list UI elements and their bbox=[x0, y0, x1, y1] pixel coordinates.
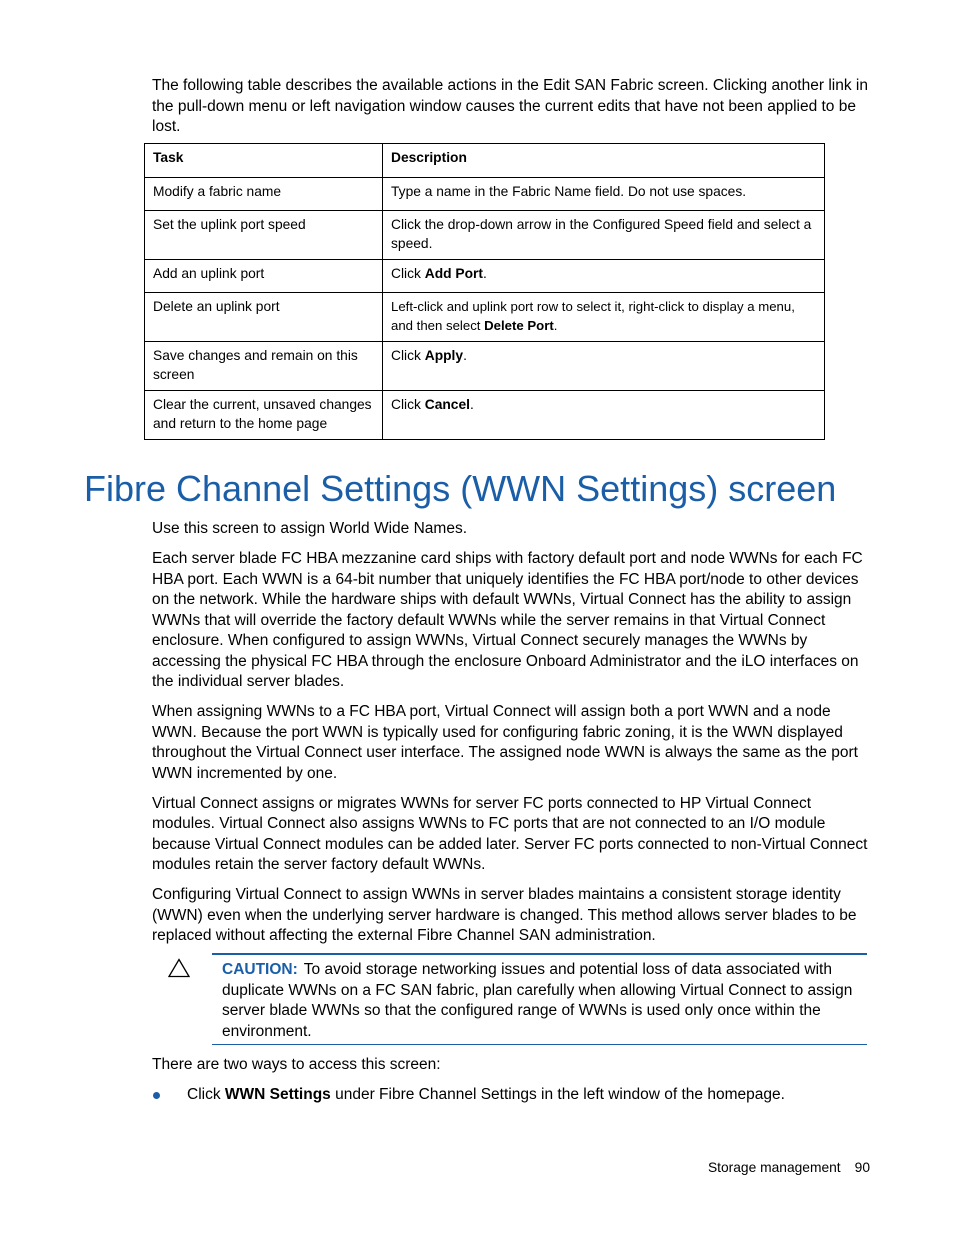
task-cell: Modify a fabric name bbox=[145, 178, 383, 211]
section-body bbox=[152, 519, 872, 956]
description-text: . bbox=[463, 348, 467, 363]
warning-triangle-icon bbox=[168, 958, 190, 978]
column-header-description: Description bbox=[383, 144, 825, 178]
caution-message: To avoid storage networking issues and potential loss of data associated with duplicate WWNs on a FC SAN fabric, plan carefully when allowing Virtual Connect to assign server blade WWNs so that the configured range of WWNs is used only once within the environment. bbox=[222, 961, 853, 1040]
caution-text bbox=[212, 955, 867, 1042]
description-text: . bbox=[482, 266, 487, 281]
task-cell: Save changes and remain on this screen bbox=[145, 342, 383, 391]
body-paragraph: Configuring Virtual Connect to assign WWNs in server blades maintains a consistent storage identity (WWN) even when the underlying server hardware is changed. This method allows server blades to be replaced without affecting the external Fibre Channel SAN administration. bbox=[152, 886, 857, 944]
task-cell: Add an uplink port bbox=[145, 260, 383, 293]
description-text: Click bbox=[391, 397, 425, 412]
page-footer bbox=[708, 1159, 870, 1177]
table-row bbox=[145, 391, 825, 440]
ui-term: Delete Port bbox=[484, 317, 554, 333]
ui-term: WWN Settings bbox=[224, 1086, 331, 1103]
ui-term: Apply bbox=[424, 348, 464, 363]
body-paragraph: Virtual Connect assigns or migrates WWNs for server FC ports connected to HP Virtual Connect modules. Virtual Connect also assigns WWNs to FC ports that are not connected to an I/O module because Virtual Connect modules can be added later. Server FC ports connected to non-Virtual Connect modules retain the server factory default WWNs. bbox=[152, 794, 868, 873]
bullet-icon bbox=[153, 1092, 160, 1099]
description-cell: Type a name in the Fabric Name field. Do not use spaces. bbox=[383, 178, 825, 211]
intro-paragraph: The following table describes the available actions in the Edit SAN Fabric screen. Clicking another link in the pull-down menu or left navigation window causes the current edits that have not been applied to be lost. bbox=[152, 77, 868, 135]
description-cell bbox=[383, 391, 825, 440]
body-paragraph: When assigning WWNs to a FC HBA port, Virtual Connect will assign both a port WWN and a node WWN. Because the port WWN is typically used for configuring fabric zoning, it is the WWN displayed throughout the Virtual Connect user interface. The assigned node WWN is always the same as the port WWN incremented by one. bbox=[152, 703, 858, 782]
table-header-row bbox=[145, 144, 825, 178]
table-row bbox=[145, 260, 825, 293]
description-text: Click bbox=[391, 266, 425, 281]
table-row bbox=[145, 211, 825, 260]
caution-box bbox=[212, 953, 867, 1045]
section-title: Fibre Channel Settings (WWN Settings) screen bbox=[84, 468, 837, 509]
task-cell: Clear the current, unsaved changes and return to the home page bbox=[145, 391, 383, 440]
description-text: Click bbox=[391, 348, 425, 363]
description-text: . bbox=[469, 397, 474, 412]
description-text: Left-click and uplink port row to select it, right-click to display a menu, and then select bbox=[391, 299, 795, 333]
access-intro: There are two ways to access this screen: bbox=[152, 1056, 441, 1073]
page-number: 90 bbox=[854, 1160, 870, 1175]
footer-section-name: Storage management bbox=[707, 1160, 841, 1175]
table-row bbox=[145, 178, 825, 211]
description-cell: Click the drop-down arrow in the Configured Speed field and select a speed. bbox=[383, 211, 825, 260]
description-text: . bbox=[553, 317, 558, 333]
body-paragraph: Each server blade FC HBA mezzanine card ships with factory default port and node WWNs for each FC HBA port. Each WWN is a 64-bit number that uniquely identifies the FC HBA port/node to other devices on the network. While the hardware ships with default WWNs, Virtual Connect has the ability to assign WWNs that will override the factory default WWNs while the server remains in that Virtual Connect enclosure. When configured to assign WWNs, Virtual Connect securely manages the WWNs by accessing the physical FC HBA through the enclosure Onboard Administrator and the iLO interfaces on the individual server blades. bbox=[152, 550, 863, 690]
task-cell: Set the uplink port speed bbox=[145, 211, 383, 260]
task-cell: Delete an uplink port bbox=[145, 293, 383, 342]
bullet-text-pre: Click bbox=[187, 1086, 225, 1103]
bullet-text bbox=[187, 1085, 785, 1106]
bullet-text-post: under Fibre Channel Settings in the left window of the homepage. bbox=[330, 1086, 785, 1103]
actions-table bbox=[144, 143, 825, 440]
description-cell bbox=[383, 293, 825, 342]
caution-label: CAUTION: bbox=[222, 961, 298, 978]
body-paragraph: Use this screen to assign World Wide Names. bbox=[152, 520, 467, 537]
description-cell bbox=[383, 342, 825, 391]
ui-term: Add Port bbox=[424, 266, 483, 281]
table-row bbox=[145, 342, 825, 391]
description-cell bbox=[383, 260, 825, 293]
table-row bbox=[145, 293, 825, 342]
column-header-task: Task bbox=[145, 144, 383, 178]
ui-term: Cancel bbox=[424, 397, 470, 412]
